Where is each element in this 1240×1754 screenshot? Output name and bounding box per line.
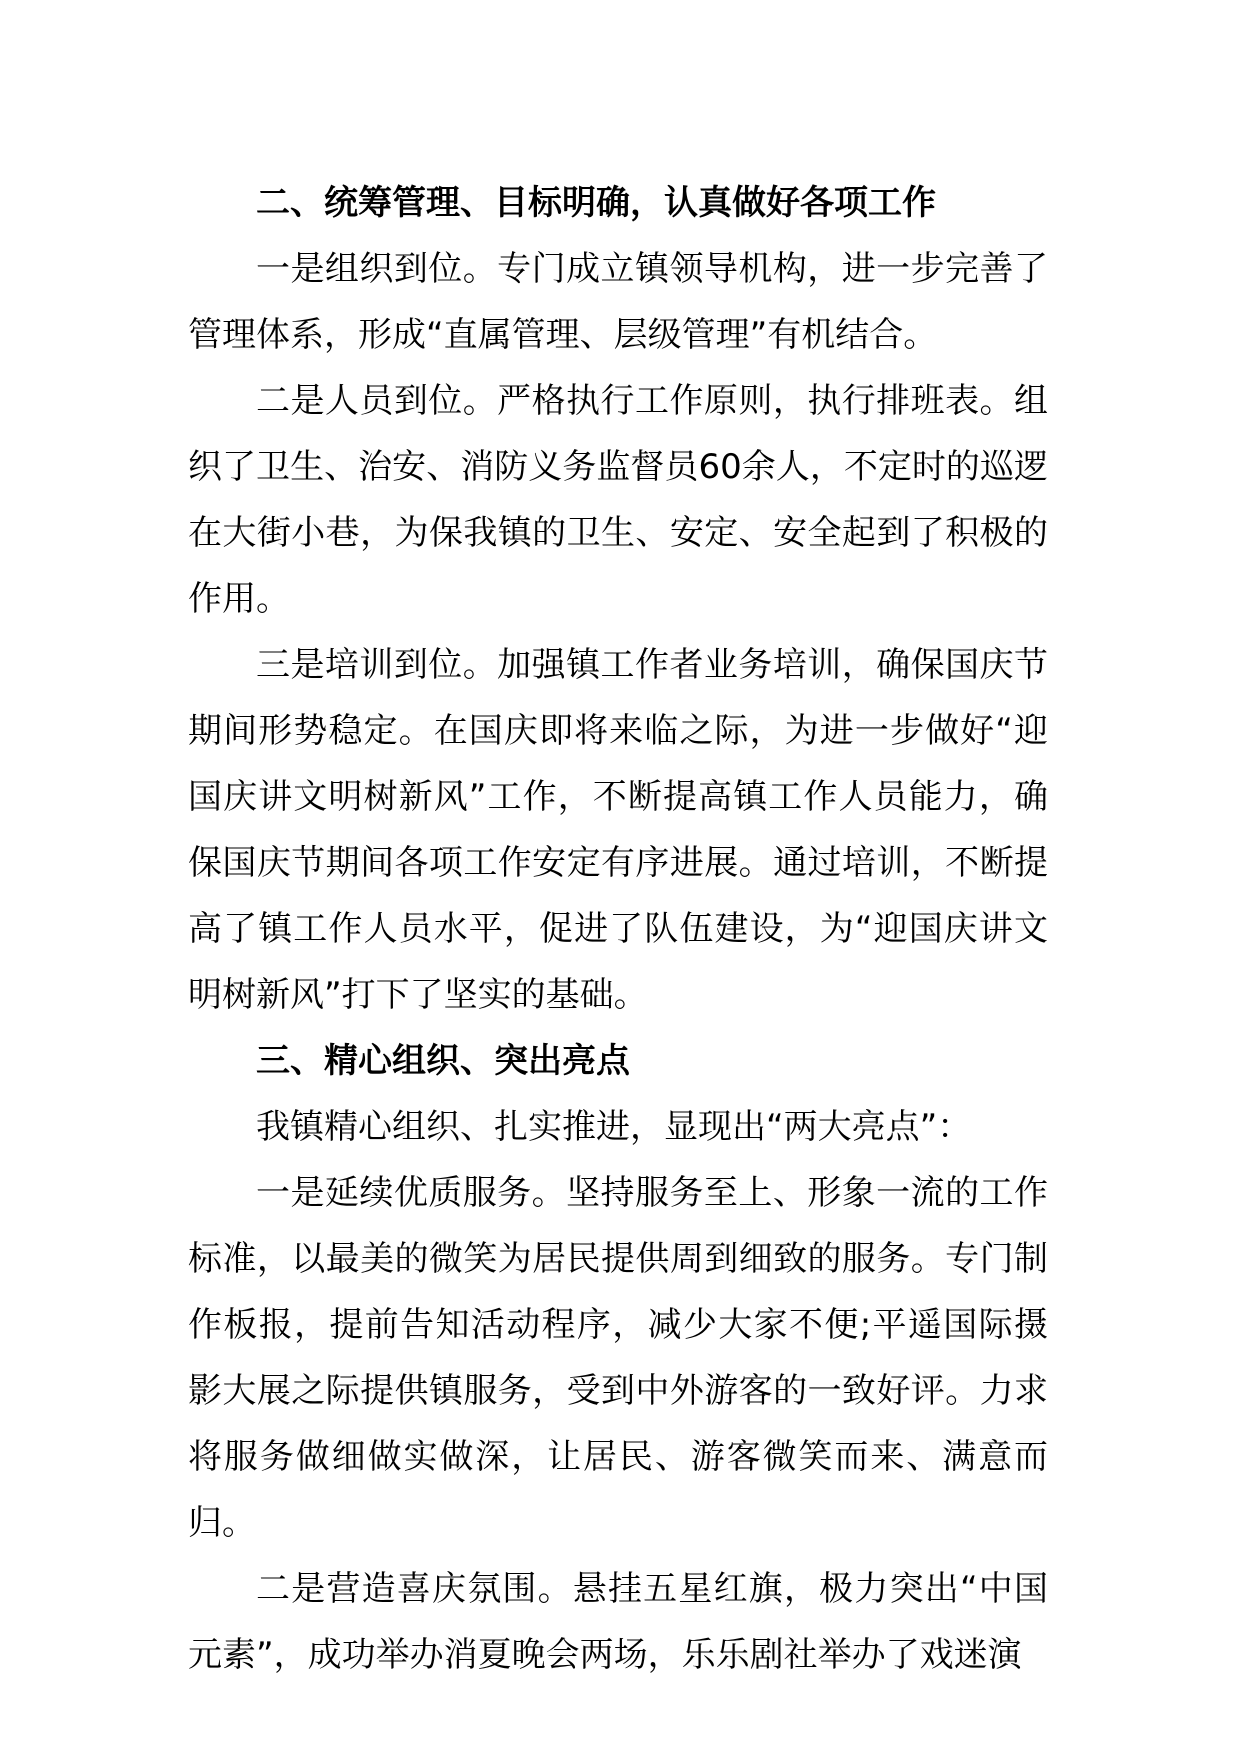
paragraph-training: 三是培训到位。加强镇工作者业务培训，确保国庆节期间形势稳定。在国庆即将来临之际，为进一步做好“迎国庆讲文明树新风”工作，不断提高镇工作人员能力，确保国庆节期间各项工作安定有序进展。通过培训，不断提高了镇工作人员水平，促进了队伍建设，为“迎国庆讲文明树新风”打下了坚实的基础。 (188, 645, 1048, 1015)
paragraph-personnel: 二是人员到位。严格执行工作原则，执行排班表。组织了卫生、治安、消防义务监督员60余人，不定时的巡逻在大街小巷，为保我镇的卫生、安定、安全起到了积极的作用。 (188, 381, 1048, 619)
document-body (188, 170, 1048, 1688)
section-heading-2: 二、统筹管理、目标明确，认真做好各项工作 (256, 183, 936, 223)
paragraph-festive-atmosphere: 二是营造喜庆氛围。悬挂五星红旗，极力突出“中国元素”，成功举办消夏晚会两场，乐乐剧社举办了戏迷演 (188, 1569, 1048, 1675)
paragraph-highlights-intro: 我镇精心组织、扎实推进，显现出“两大亮点”： (256, 1107, 972, 1147)
section-heading-3: 三、精心组织、突出亮点 (256, 1041, 630, 1081)
paragraph-organization: 一是组织到位。专门成立镇领导机构，进一步完善了管理体系，形成“直属管理、层级管理”有机结合。 (188, 249, 1048, 355)
paragraph-quality-service: 一是延续优质服务。坚持服务至上、形象一流的工作标准，以最美的微笑为居民提供周到细致的服务。专门制作板报，提前告知活动程序，减少大家不便;平遥国际摄影大展之际提供镇服务，受到中外游客的一致好评。力求将服务做细做实做深，让居民、游客微笑而来、满意而归。 (188, 1173, 1048, 1543)
